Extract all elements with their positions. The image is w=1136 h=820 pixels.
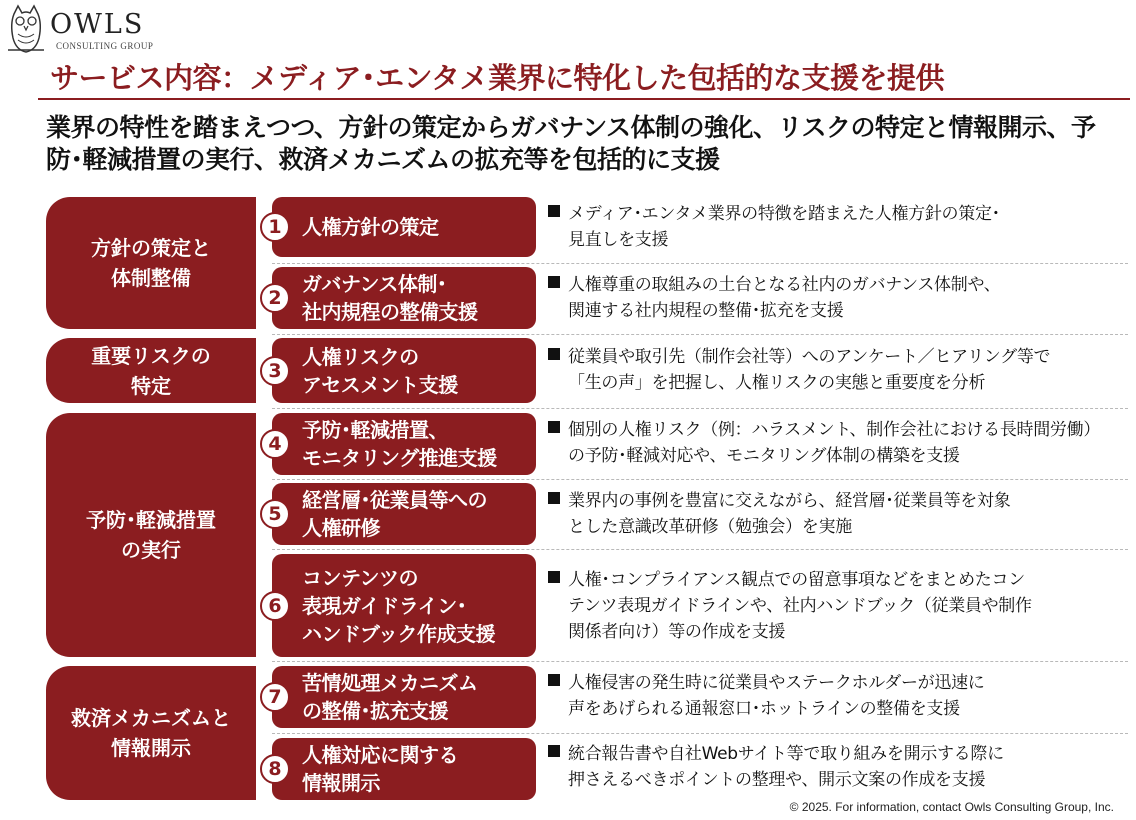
logo-subtitle: CONSULTING GROUP	[56, 41, 154, 51]
row-separator	[272, 549, 1128, 550]
service-8	[268, 738, 536, 800]
number-badge: 7	[260, 682, 290, 712]
logo-name: OWLS	[50, 9, 145, 40]
square-bullet-icon	[548, 348, 560, 360]
title-divider	[38, 98, 1130, 100]
row-separator	[272, 263, 1128, 264]
category-risk: 重要リスクの 特定	[46, 338, 256, 403]
service-label: 人権方針の策定	[302, 215, 439, 239]
square-bullet-icon	[548, 745, 560, 757]
number-badge: 4	[260, 429, 290, 459]
service-label: 人権リスクの アセスメント支援	[302, 344, 458, 397]
service-description: 人権･コンプライアンス観点での留意事項などをまとめたコン テンツ表現ガイドラインや、社内ハンドブック（従業員や制作 関係者向け）等の作成を支援	[548, 566, 1128, 646]
number-badge: 1	[260, 212, 290, 242]
square-bullet-icon	[548, 276, 560, 288]
service-description: 人権尊重の取組みの土台となる社内のガバナンス体制や、 関連する社内規程の整備･拡充を支援	[548, 271, 1128, 325]
service-3	[268, 338, 536, 403]
service-label: コンテンツの 表現ガイドライン･ ハンドブック作成支援	[302, 565, 495, 646]
number-badge: 3	[260, 356, 290, 386]
service-description: 業界内の事例を豊富に交えながら、経営層･従業員等を対象 とした意識改革研修（勉強会）を実施	[548, 487, 1128, 541]
service-6	[268, 554, 536, 657]
service-4	[268, 413, 536, 475]
service-description: 人権侵害の発生時に従業員やステークホルダーが迅速に 声をあげられる通報窓口･ホットラインの整備を支援	[548, 669, 1128, 723]
square-bullet-icon	[548, 421, 560, 433]
service-2	[268, 267, 536, 329]
number-badge: 8	[260, 754, 290, 784]
service-description: 統合報告書や自社Webサイト等で取り組みを開示する際に 押さえるべきポイントの整理や、開示文案の作成を支援	[548, 740, 1128, 794]
service-description: 従業員や取引先（制作会社等）へのアンケート／ヒアリング等で 「生の声」を把握し、人権リスクの実態と重要度を分析	[548, 343, 1128, 397]
lead-text: 業界の特性を踏まえつつ、方針の策定からガバナンス体制の強化、リスクの特定と情報開示、予防･軽減措置の実行、救済メカニズムの拡充等を包括的に支援	[46, 113, 1096, 174]
row-separator	[272, 733, 1128, 734]
owl-icon	[6, 4, 46, 54]
service-label: 予防･軽減措置、 モニタリング推進支援	[302, 418, 497, 470]
page-title: サービス内容：メディア･エンタメ業界に特化した包括的な支援を提供	[50, 61, 945, 95]
company-logo	[6, 4, 156, 56]
row-separator	[272, 334, 1128, 335]
service-1	[268, 197, 536, 257]
service-description: 個別の人権リスク（例：ハラスメント、制作会社における長時間労働） の予防･軽減対応や、モニタリング体制の構築を支援	[548, 416, 1128, 470]
row-separator	[272, 479, 1128, 480]
service-description: メディア･エンタメ業界の特徴を踏まえた人権方針の策定･ 見直しを支援	[548, 200, 1128, 254]
service-5	[268, 483, 536, 545]
square-bullet-icon	[548, 571, 560, 583]
row-separator	[272, 408, 1128, 409]
service-label: ガバナンス体制･ 社内規程の整備支援	[302, 272, 478, 324]
service-label: 苦情処理メカニズム の整備･拡充支援	[302, 671, 478, 723]
row-separator	[272, 661, 1128, 662]
category-policy: 方針の策定と 体制整備	[46, 197, 256, 329]
service-label: 経営層･従業員等への 人権研修	[302, 488, 487, 540]
square-bullet-icon	[548, 492, 560, 504]
number-badge: 6	[260, 591, 290, 621]
service-7	[268, 666, 536, 728]
square-bullet-icon	[548, 205, 560, 217]
service-label: 人権対応に関する 情報開示	[302, 743, 458, 795]
square-bullet-icon	[548, 674, 560, 686]
category-remedy: 救済メカニズムと 情報開示	[46, 666, 256, 800]
number-badge: 2	[260, 283, 290, 313]
copyright-footer: © 2025. For information, contact Owls Consulting Group, Inc.	[789, 800, 1114, 814]
number-badge: 5	[260, 499, 290, 529]
category-prevention: 予防･軽減措置 の実行	[46, 413, 256, 657]
